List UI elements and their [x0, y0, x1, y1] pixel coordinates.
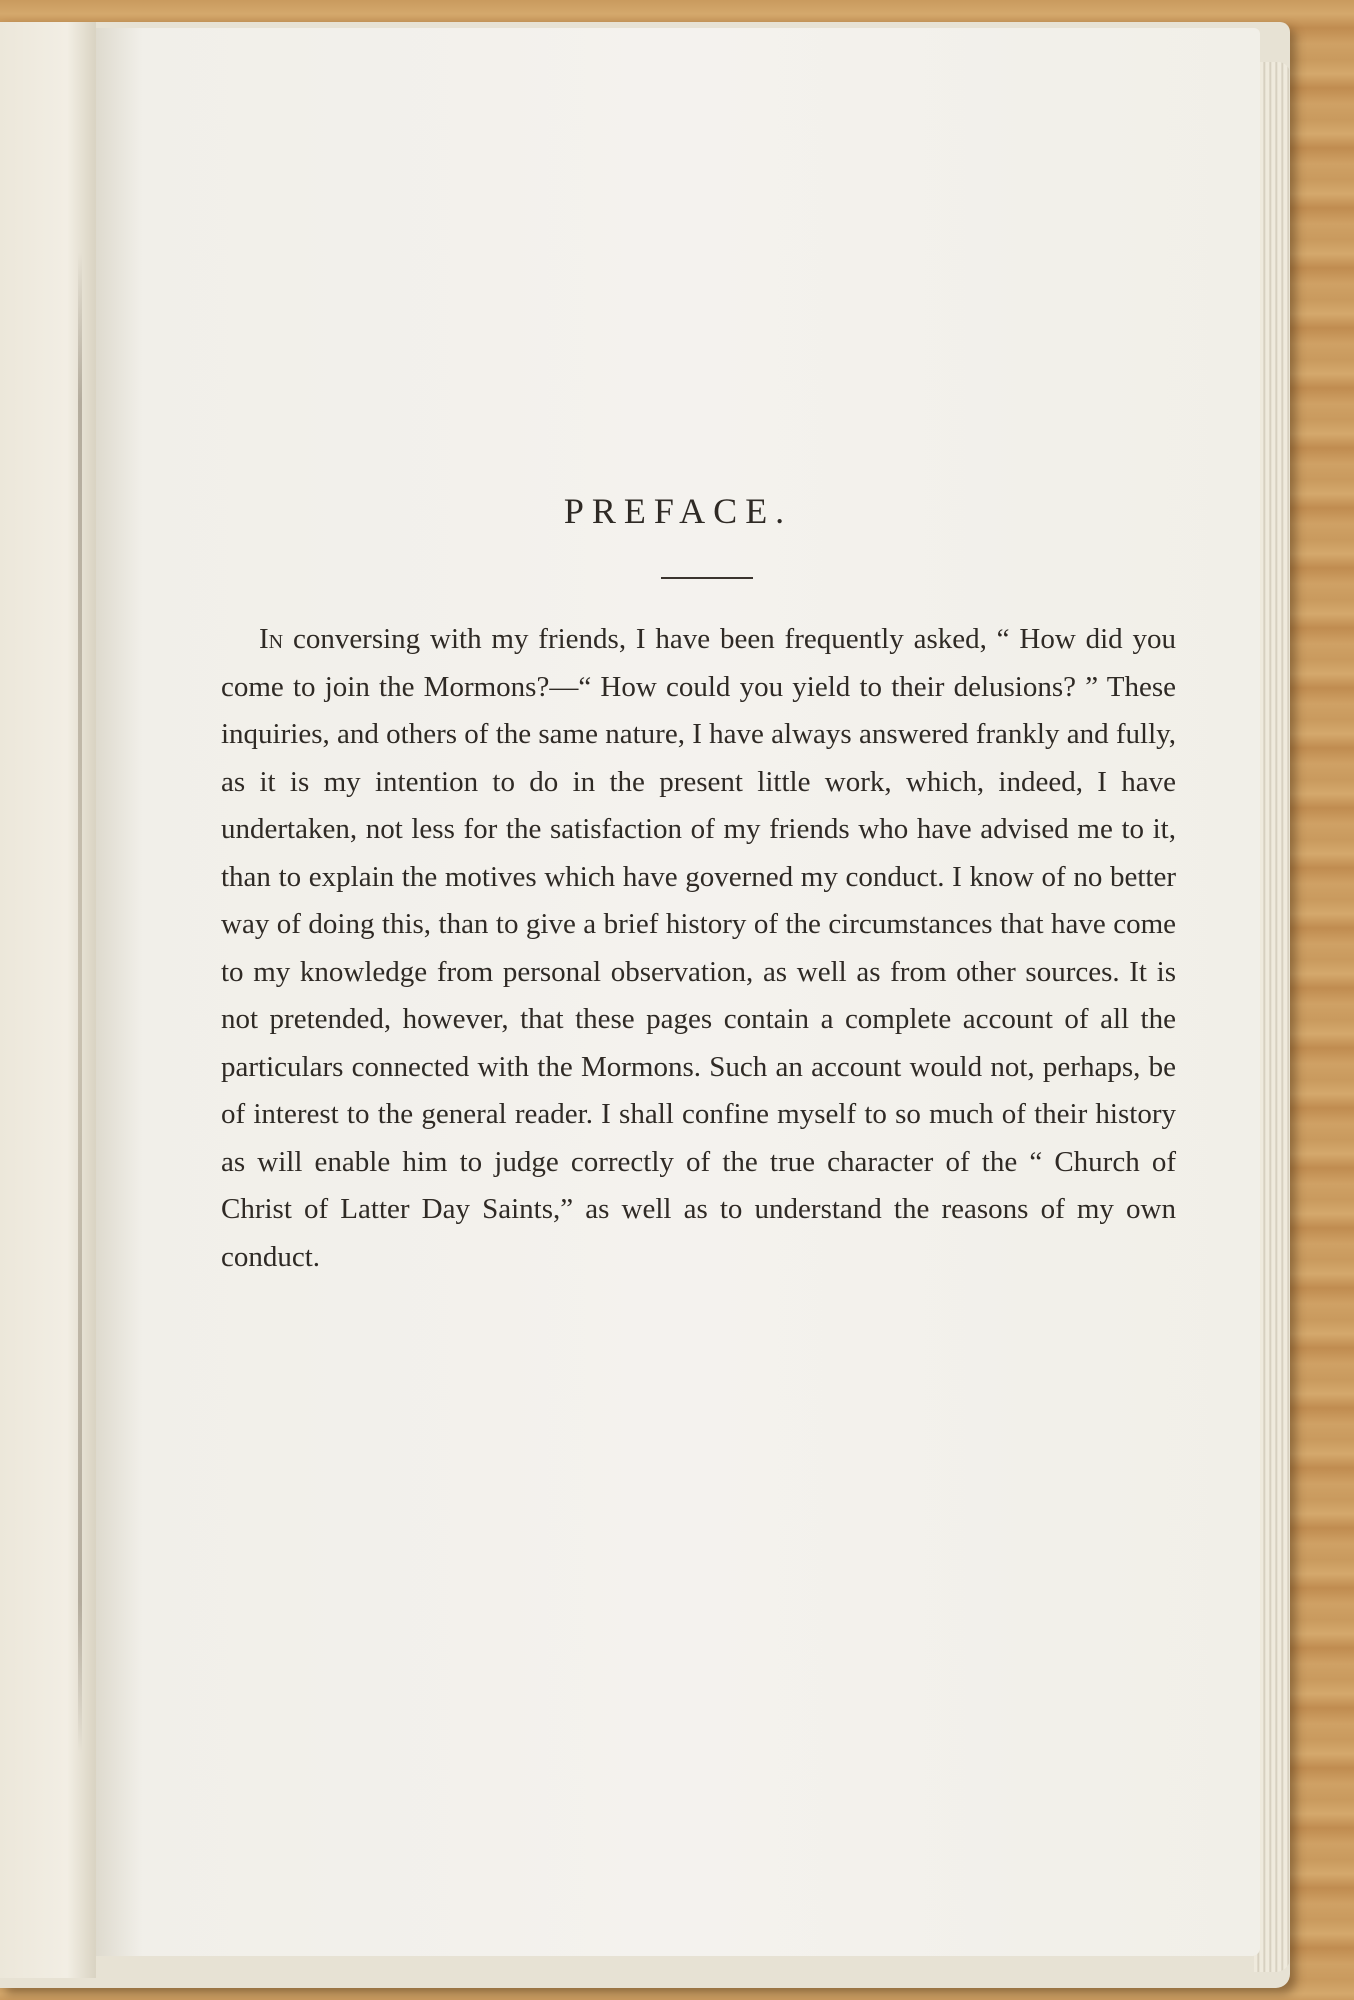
left-page — [0, 22, 96, 1978]
page-title: PREFACE. — [563, 491, 793, 531]
title-rule — [661, 577, 753, 579]
binding-thread — [78, 252, 82, 1752]
preface-text: conversing with my friends, I have been frequently asked, “ How did you come to join the Mormons?—“ How could you yield to their delusions? ” These inquiries, and others of the same nature, I have always answered frankly and fully, as it is my intention to do in the present little work, which, indeed, I have undertaken, not less for the satisfaction of my friends who have advised me to it, than to explain the motives which have governed my conduct. I know of no better way of doing this, than to give a brief history of the circumstances that have come to my knowledge from personal observation, as well as from other sources. It is not pretended, however, that these pages contain a complete account of all the particulars connected with the Mormons. Such an account would not, perhaps, be of interest to the general reader. I shall confine myself to so much of their history as will enable him to judge correctly of the true character of the “ Church of Christ of Latter Day Saints,” as well as to understand the reasons of my own conduct. — [221, 623, 1176, 1273]
preface-paragraph — [221, 616, 1176, 1281]
drop-initial: In — [259, 623, 284, 655]
book-page — [96, 28, 1260, 1956]
